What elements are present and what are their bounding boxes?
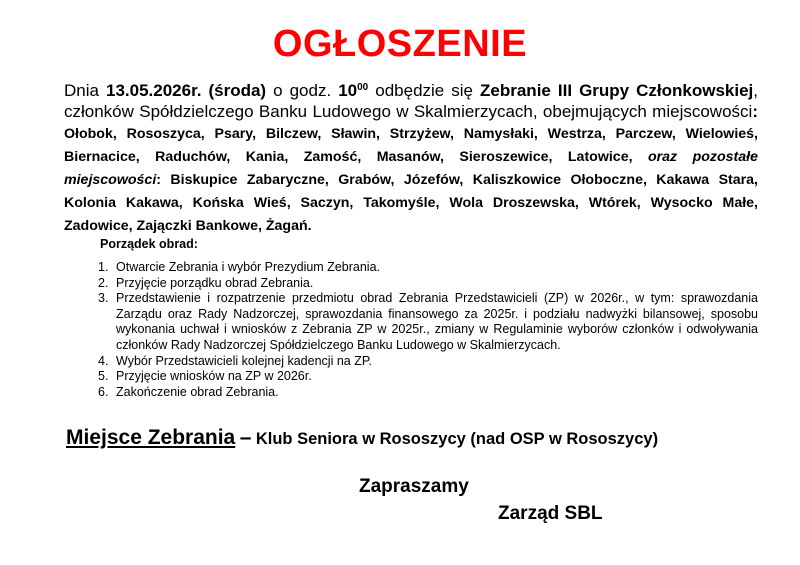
agenda-item-text: Przedstawienie i rozpatrzenie przedmiotu obrad Zebrania Przedstawicieli (ZP) w 2026r., w tym: sprawozdania Zarządu oraz Rady Nadzorczej, sprawozdania finansowego za 2025r. i podziału nadwyżki bilansowej, sposobu wykonania uchwał i wniosków z Zebrania ZP w 2025r., zmiany w Regulaminie wyborów członków i odwoływania członków Rady Nadzorczej Spółdzielczego Banku Ludowego w Skalmierzycach. — [116, 291, 758, 352]
intro-text-1: Dnia — [64, 81, 106, 100]
intro-text-4: , członków Spółdzielczego Banku Ludowego w Skalmierzycach, obejmujących miejscowości — [64, 81, 759, 121]
meeting-name: Zebranie III Grupy Członkowskiej — [480, 81, 754, 100]
meeting-minutes: 00 — [357, 82, 369, 93]
intro-text-3: odbędzie się — [368, 81, 481, 100]
agenda-item-text: Przyjęcie porządku obrad Zebrania. — [116, 275, 314, 290]
agenda-item-number: 4. — [98, 353, 109, 368]
agenda-item-number: 6. — [98, 384, 109, 399]
agenda-title: Porządek obrad: — [100, 237, 198, 251]
agenda-item-number: 2. — [98, 275, 109, 290]
agenda-item — [98, 276, 758, 292]
agenda-item-number: 3. — [98, 291, 109, 306]
agenda-list — [98, 260, 758, 400]
agenda-item-text: Przyjęcie wniosków na ZP w 2026r. — [116, 369, 312, 384]
agenda-item — [98, 354, 758, 370]
agenda-item-text: Otwarcie Zebrania i wybór Prezydium Zebrania. — [116, 260, 380, 274]
places-more-label: oraz pozostałe miejscowości — [64, 149, 758, 188]
places-list-more: : Biskupice Zabaryczne, Grabów, Józefów, Kaliszkowice Ołoboczne, Kakawa Stara, Kolonia Kakawa, Końska Wieś, Saczyn, Takomyśle, Wola Droszewska, Wtórek, Wysocko Małe, Zadowice, Zajączki Bankowe, Żagań. — [64, 172, 758, 234]
agenda-item — [98, 260, 758, 276]
agenda-item — [98, 385, 758, 401]
meeting-date: 13.05.2026r. (środa) — [105, 81, 267, 100]
agenda-item — [98, 291, 758, 353]
intro-colon: : — [752, 102, 758, 121]
agenda-item-number: 5. — [98, 369, 109, 384]
invitation-text: Zapraszamy — [359, 476, 469, 497]
announcement-intro — [64, 80, 758, 237]
agenda-item — [98, 369, 758, 385]
announcement-title: OGŁOSZENIE — [272, 23, 528, 65]
meeting-hour — [338, 81, 368, 100]
places-list-main: Ołobok, Rososzyca, Psary, Bilczew, Sławin, Strzyżew, Namysłaki, Westrza, Parczew, Wielowieś, Biernacice, Raduchów, Kania, Zamość, Masanów, Sieroszewice, Latowice, — [64, 126, 758, 165]
meeting-place-label: Miejsce Zebrania — [66, 426, 236, 449]
meeting-place — [66, 425, 766, 453]
signature: Zarząd SBL — [498, 503, 603, 524]
places-list — [64, 126, 758, 234]
meeting-place-value: Klub Seniora w Rososzycy (nad OSP w Rososzycy) — [255, 430, 659, 448]
agenda-item-text: Wybór Przedstawicieli kolejnej kadencji na ZP. — [116, 353, 373, 368]
meeting-hour-value: 10 — [338, 81, 358, 100]
agenda-item-text: Zakończenie obrad Zebrania. — [116, 384, 279, 399]
meeting-place-dash: – — [239, 426, 252, 449]
intro-text-2: o godz. — [266, 81, 339, 100]
agenda-item-number: 1. — [98, 260, 109, 274]
